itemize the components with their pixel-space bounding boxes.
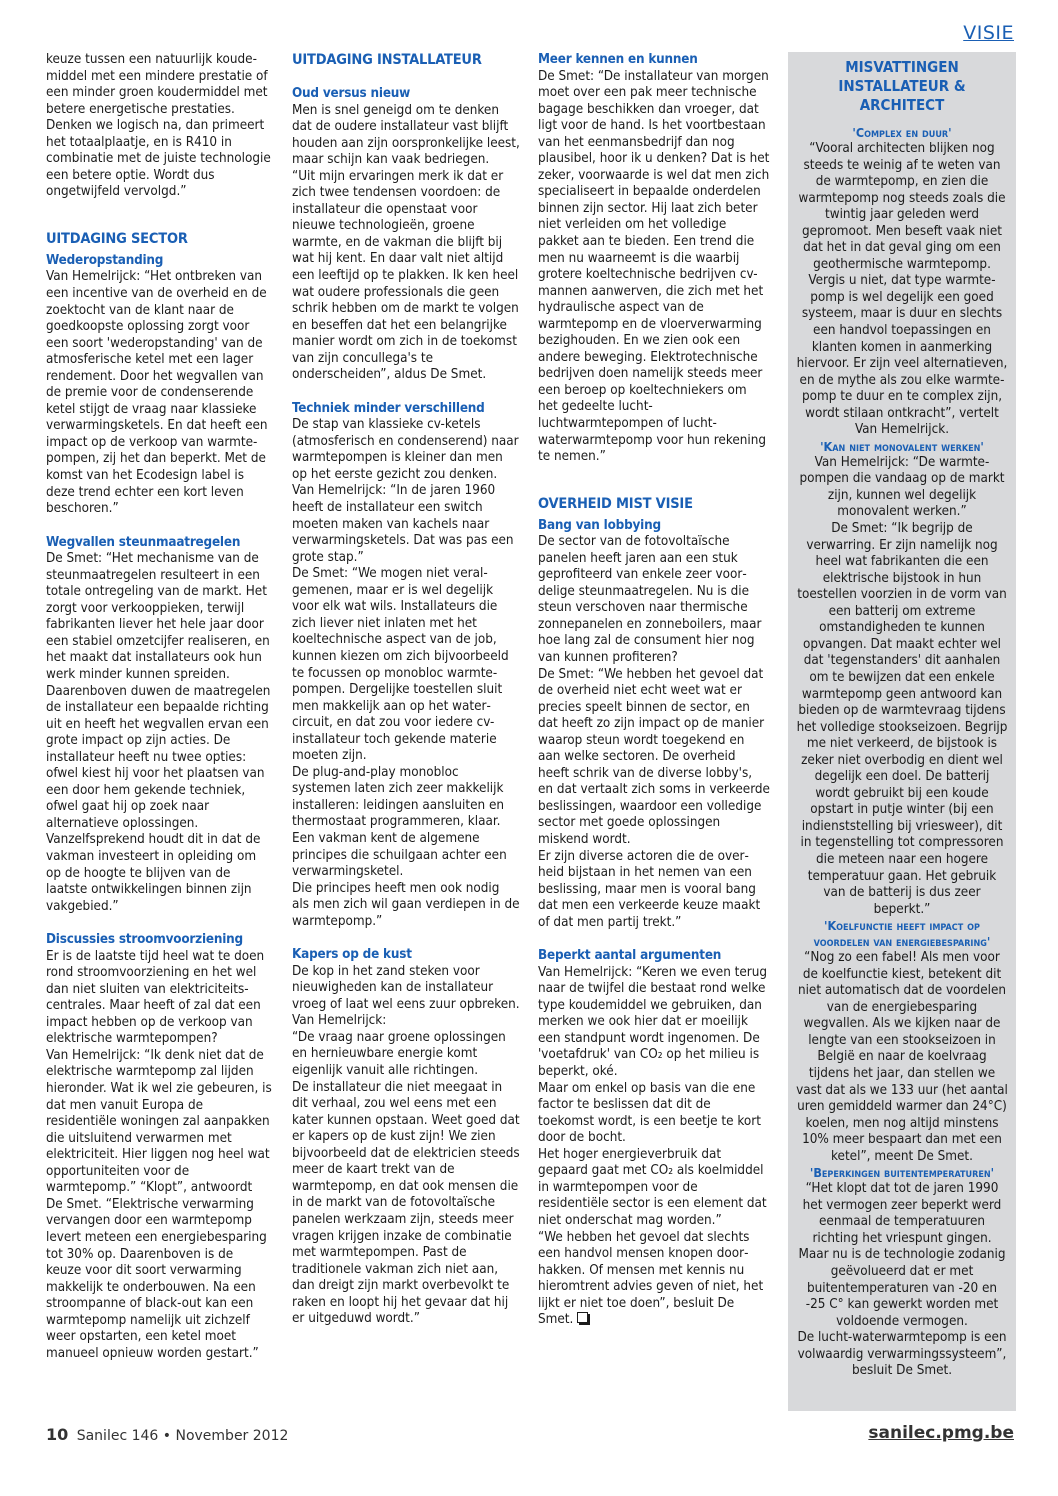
paragraph: Die principes heeft men ook nodig als men zich wil gaan verdiepen in de warmtepomp.” (292, 880, 520, 929)
paragraph: Het hoger energieverbruik dat gepaard gaat met CO₂ als koelmiddel in warmtepompen voor de residentiële sector is een element dat niet onderschat mag worden.” (538, 1146, 767, 1228)
column-3 (538, 52, 770, 1329)
paragraph: De sector van de fotovoltaïsche panelen heeft jaren aan een stuk geprofiteerd van enkele zeer voordelige steunmaatregelen. Nu is die steun verschoven naar thermische zonnepanelen en zonneboilers, maar hoe lang zal de consument hier nog van kunnen profiteren? (538, 534, 762, 665)
paragraph: De kop in het zand steken voor nieuwigheden kan de installateur vroeg of laat wel eens zuur opbreken. Van Hemelrijck: (292, 963, 520, 1029)
sidebar-paragraph: Van Hemelrijck: “De warmtepompen die vandaag op de markt zijn, kunnen wel degelijk monovalent werken.” (799, 454, 1005, 520)
sidebar-box (788, 52, 1016, 1411)
website-link[interactable]: sanilec.pmg.be (868, 1423, 1014, 1443)
page-number: 10 (46, 1425, 69, 1444)
sidebar-paragraph: “Nog zo een fabel! Als men voor de koelfunctie kiest, betekent dit niet automatisch dat de voordelen van de energiebesparing wegvallen. Als we kijken naar de lengte van een stookseizoen in België en naar de koelvraag tijdens het jaar, dan stellen we vast dat als we 133 uur (het aantal uren gemiddeld warmer dan 24°C) koelen, men nog altijd minstens 10% meer bespaart dan met een ketel”, meent De Smet. (796, 950, 1008, 1164)
paragraph: Er zijn diverse actoren die de overheid bijstaan in het nemen van een beslissing, maar men is vooral bang dat men een verkeerde keuze maakt of dat men partij trekt.” (538, 848, 761, 930)
subheading: Wegvallen steunmaatregelen (46, 534, 241, 550)
subheading: Wederopstanding (46, 252, 164, 268)
paragraph: De plug-and-play monobloc systemen laten zich zeer makkelijk installeren: leidingen aansluiten en thermostaat programmeren, klaar. Een vakman kent de algemene principes die schuilgaan achter een verwarmingsketel. (292, 764, 507, 880)
subheading: Kapers op de kust (292, 947, 412, 963)
paragraph: De Smet: “Het mechanisme van de steunmaatregelen resulteert in een totale ontregeling van de markt. Het zorgt voor verkooppieken, terwijl fabrikanten liever het hele jaar door een stabiel omzetcijfer realiseren, en het maakt dat installateurs ook hun werk minder kunnen spreiden. Daarenboven duwen de maatregelen de installateur een bepaalde richting uit en heeft het wegvallen ervan een grote impact op zijn acties. De installateur heeft nu twee opties: ofwel kiest hij voor het plaatsen van een door hem gekende techniek, ofwel gaat hij op zoek naar alternatieve oplossingen. Vanzelfsprekend houdt dit in dat de vakman investeert in opleiding om op de hoogte te blijven van de laatste ontwikkelingen binnen zijn vakgebied.” (46, 551, 271, 914)
paragraph: Van Hemelrijck: “Het ontbreken van een incentive van de overheid en de zoektocht van de klant naar de goedkoopste oplossing zorgt voor een soort 'wederopstanding' van de atmosferische ketel met een lager rendement. Door het wegvallen van de premie voor de condenserende ketel stijgt de vraag naar klassieke verwarmingsketels. En dat heeft een impact op de verkoop van warmtepompen, zij het dan beperkt. Met de komst van het Ecodesign label is deze trend echter een kort leven beschoren.” (46, 269, 268, 517)
sidebar-paragraph: De lucht-waterwarmtepomp is een volwaardig verwarmingssysteem”, besluit De Smet. (797, 1330, 1007, 1379)
sidebar-paragraph: De Smet: “Ik begrijp de verwarring. Er zijn namelijk nog heel wat fabrikanten die een elektrische bijstook in hun toestellen voorzien in de vorm van een batterij om extreme omstandigheden te kunnen opvangen. Dat maakt echter wel dat 'tegenstanders' dit aanhalen om te bewijzen dat een enkele warmtepomp geen antwoord kan bieden op de warmtevraag tijdens het volledige stookseizoen. Begrijp me niet verkeerd, de bijstook is zeker niet overbodig en dient wel degelijk een doel. De batterij wordt gebruikt bij een koude opstart in putje winter (bij een indienststelling bij vriesweer), dit in tegenstelling tot compressoren die meteen naar een hogere temperatuur gaan. Het gebruik van de batterij is dus zeer beperkt.” (796, 521, 1008, 917)
paragraph (538, 1230, 770, 1329)
subheading: Beperkt aantal argumenten (538, 948, 722, 964)
closing-quote: “We hebben het gevoel dat slechts een handvol mensen knopen doorhakken. Of mensen met kennis nu hieromtrent advies geven of niet, het lijkt er niet toe doen”, besluit De Smet. (538, 1229, 764, 1328)
paragraph: De Smet: “De installateur van morgen moet over een pak meer technische bagage beschikken dan vroeger, dat ligt voor de hand. Is het voortbestaan van het eenmansbedrijf dan nog plausibel, hoor ik u denken? Dat is het zeker, voorwaarde is wel dat men zich specialiseert in bepaalde onderdelen binnen zijn sector. Hij laat zich beter niet verleiden om het volledige pakket aan te bieden. Een trend die men nu waarneemt is die waarbij grotere koeltechnische bedrijven cv-mannen aanwerven, die zich met het hydraulische aspect van de warmtepomp en de vloerverwarming bezighouden. En we zien ook een andere beweging. Elektrotechnische bedrijven doen namelijk steeds meer een beroep op koeltechniekers om het gedeelte lucht-luchtwarmtepompen of lucht-waterwarmtepomp voor hun rekening te nemen.” (538, 68, 770, 465)
end-mark-icon (577, 1312, 588, 1323)
sidebar-heading: 'Beperkingen buitentemperaturen' (809, 1165, 995, 1181)
paragraph: Van Hemelrijck: “Keren we even terug naar de twijfel die bestaat rond welke type koudemiddel we gebruiken, dan merken we ook hier dat er moeilijk een standpunt wordt ingenomen. De 'voetafdruk' van CO₂ op het milieu is beperkt, oké. (538, 964, 768, 1080)
sidebar-paragraph: “Vooral architecten blijken nog steeds te weinig af te weten van de warmtepomp, en zien die warmtepomp nog steeds zoals die twintig jaar geleden werd gepromoot. Men beseft vaak niet dat het in dat geval ging om een geothermische warmtepomp. Vergis u niet, dat type warmtepomp is wel degelijk een goed systeem, maar is duur en slechts een handvol toepassingen en klanten komen in aanmerking hiervoor. Er zijn veel alternatieven, en de mythe als zou elke warmtepomp te duur en te complex zijn, wordt stilaan ontkracht”, vertelt Van Hemelrijck. (796, 141, 1008, 438)
paragraph: keuze tussen een natuurlijk koudemiddel met een mindere prestatie of een minder groen koudermiddel met betere energetische prestaties. Denken we logisch na, dan primeert het totaalplaatje, en is R410 in combinatie met de juiste technologie een betere optie. Wordt dus ongetwijfeld vervolgd.” (46, 52, 271, 200)
sidebar-paragraph: “Het klopt dat tot de jaren 1990 het vermogen zeer beperkt werd eenmaal de temperatuuren richting het vriespunt gingen. (802, 1181, 1002, 1246)
paragraph: De Smet: “We mogen niet veralgemenen, maar er is wel degelijk voor elk wat wils. Installateurs die zich liever niet inlaten met het koeltechnische aspect van de job, kunnen kiezen om zich bijvoorbeeld te focussen op monobloc warmtepompen. Dergelijke toestellen sluit men makkelijk aan op het watercircuit, en dat zou voor iedere cv-installateur toch gekende materie moeten zijn. (292, 566, 509, 764)
paragraph: De stap van klassieke cv-ketels (atmosferisch en condenserend) naar warmtepompen is kleiner dan men op het eerste gezicht zou denken. Van Hemelrijck: “In de jaren 1960 heeft de installateur een switch moeten maken van kachels naar verwarmingsketels. Dat was pas een grote stap.” (292, 417, 519, 565)
subheading: Bang van lobbying (538, 517, 661, 533)
section-heading: UITDAGING INSTALLATEUR (292, 52, 482, 68)
paragraph: “Uit mijn ervaringen merk ik dat er zich twee tendensen voordoen: de installateur die openstaat voor nieuwe technologieën, groene warmte, en de vakman die blijft bij wat hij kent. En daar valt niet altijd een leeftijd op te plakken. Ik ken heel wat oudere professionals die geen schrik hebben om de markt te volgen en beseffen dat het een belangrijke manier wordt om zich in de toekomst van zijn concullega's te onderscheiden”, aldus De Smet. (292, 168, 519, 383)
column-2 (292, 52, 520, 1328)
subheading: Techniek minder verschillend (292, 400, 485, 416)
paragraph: Er is de laatste tijd heel wat te doen rond stroomvoorziening en het wel dan niet sluiten van elektriciteitscentrales. Maar heeft of zal dat een impact hebben op de verkoop van elektrische warmtepompen? (46, 948, 265, 1047)
paragraph: Maar om enkel op basis van die ene factor te beslissen dat dit de toekomst wordt, is een beetje te kort door de bocht. (538, 1080, 761, 1146)
column-1 (46, 52, 272, 1362)
sidebar-heading: 'Kan niet monovalent werken' (820, 438, 984, 454)
subheading: Discussies stroomvoorziening (46, 932, 243, 948)
paragraph: De installateur die niet meegaat in dit verhaal, zou wel eens met een kater kunnen opstaan. Weet goed dat er kapers op de kust zijn! We zien bijvoorbeeld dat de elektricien steeds meer de kaart trekt van de warmtepomp, en dat ook mensen die in de markt van de fotovoltaïsche panelen werkzaam zijn, steeds meer vragen krijgen inzake de combinatie met warmtepompen. Past de traditionele vakman zich niet aan, dan dreigt zijn markt overbevolkt te raken en loopt hij het gevaar dat hij er uitgeduwd wordt.” (292, 1079, 520, 1327)
sidebar-heading: 'Koelfunctie heeft impact op voordelen van energiebesparing' (813, 918, 991, 950)
sidebar-title: MISVATTINGEN INSTALLATEUR & ARCHITECT (838, 58, 966, 114)
subheading: Meer kennen en kunnen (538, 52, 698, 67)
paragraph: “De vraag naar groene oplossingen en hernieuwbare energie komt eigenlijk vanuit alle richtingen. (292, 1029, 506, 1079)
section-heading: OVERHEID MIST VISIE (538, 495, 693, 512)
footer-info (46, 1425, 288, 1444)
subheading: Oud versus nieuw (292, 86, 411, 101)
magazine-issue: Sanilec 146 • November 2012 (76, 1428, 289, 1444)
paragraph: Men is snel geneigd om te denken dat de oudere installateur vast blijft houden aan zijn oorspronkelijke leest, maar schijn kan vaak bedriegen. (292, 102, 520, 168)
section-heading: UITDAGING SECTOR (46, 230, 188, 247)
paragraph: De Smet: “We hebben het gevoel dat de overheid niet echt weet wat er precies speelt binnen de sector, en dat heeft zo zijn impact op de manier waarop steun wordt toegekend en aan welke sectoren. De overheid heeft schrik van de diverse lobby's, en dat vertaalt zich soms in verkeerde beslissingen, waardoor een volledige sector met goede oplossingen miskend wordt. (538, 666, 770, 847)
section-label: VISIE (963, 22, 1014, 44)
paragraph: Van Hemelrijck: “Ik denk niet dat de elektrische warmtepomp zal lijden hieronder. Wat ik wel zie gebeuren, is dat men vanuit Europa de residentiële woningen zal aanpakken die uitsluitend verwarmen met elektriciteit. Hier liggen nog heel wat opportuniteiten voor de warmtepomp.” “Klopt”, antwoordt De Smet. “Elektrische verwarming vervangen door een warmtepomp levert meteen een energiebesparing tot 30% op. Daarenboven is de keuze voor dit soort verwarming makkelijk te onderbouwen. Na een stroompanne of black-out kan een warmtepomp namelijk uit zichzelf weer opstarten, een ketel moet manueel opnieuw worden gestart.” (46, 1047, 272, 1361)
sidebar-heading: 'Complex en duur' (852, 125, 952, 140)
sidebar-paragraph: Maar nu is de technologie zodanig geëvolueerd dat er met buitentemperaturen van -20 en -25 C° kan gewerkt worden met voldoende vermogen. (798, 1247, 1006, 1329)
